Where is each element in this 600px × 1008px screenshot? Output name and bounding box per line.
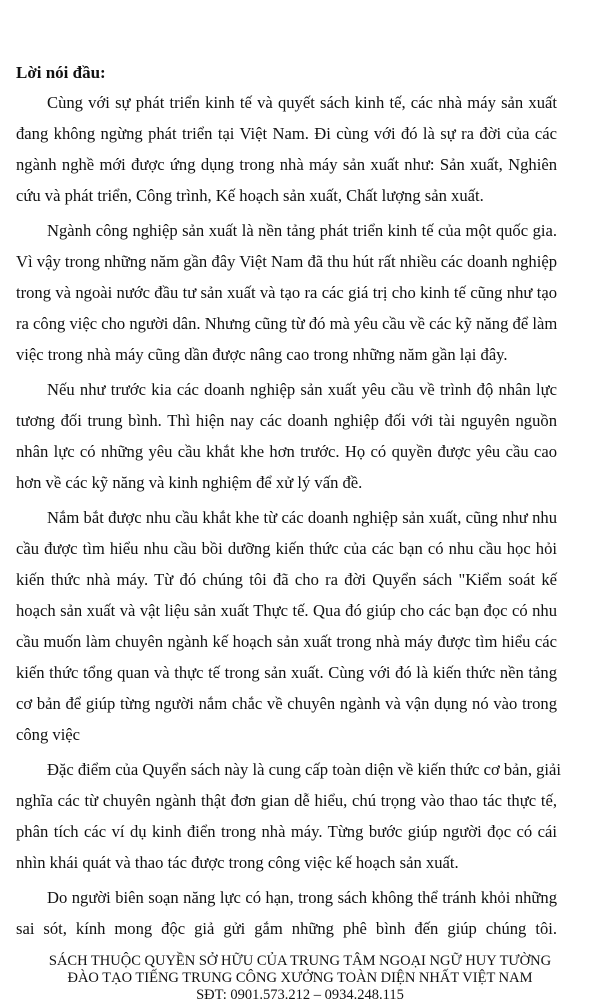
paragraph-6-line: sai sót, kính mong độc giả gửi gắm những phê bình đến giúp chúng tôi. xyxy=(16,919,557,938)
paragraph-4-line: Nắm bắt được nhu cầu khắt khe từ các doanh nghiệp sản xuất, cũng như nhu xyxy=(47,508,557,527)
paragraph-1-line: cứu và phát triển, Công trình, Kế hoạch sản xuất, Chất lượng sản xuất. xyxy=(16,186,484,205)
paragraph-3-line: nhân lực có những yêu cầu khắt khe hơn trước. Họ có quyền được yêu cầu cao xyxy=(16,442,557,461)
paragraph-2-line: Vì vậy trong những năm gần đây Việt Nam đã thu hút rất nhiều các doanh nghiệp xyxy=(16,252,557,271)
paragraph-5-line: nhìn khái quát và thao tác được trong công việc kế hoạch sản xuất. xyxy=(16,853,459,872)
paragraph-4-line: công việc xyxy=(16,725,81,744)
paragraph-2-line: việc trong nhà máy cũng dần được nâng cao trong những năm gần lại đây. xyxy=(16,345,508,364)
paragraph-1-line: Cùng với sự phát triển kinh tế và quyết sách kinh tế, các nhà máy sản xuất xyxy=(47,93,557,112)
paragraph-4-line: cơ bản để giúp từng người nắm chắc về chuyên ngành và vận dụng nó vào trong xyxy=(16,694,557,713)
paragraph-1-line: ngành nghề mới được ứng dụng trong nhà máy sản xuất như: Sản xuất, Nghiên xyxy=(16,155,557,174)
paragraph-3-line: Nếu như trước kia các doanh nghiệp sản xuất yêu cầu về trình độ nhân lực xyxy=(47,380,557,399)
paragraph-2-line: Ngành công nghiệp sản xuất là nền tảng phát triển kinh tế của một quốc gia. xyxy=(47,221,557,240)
paragraph-5-line: Đặc điểm của Quyển sách này là cung cấp toàn diện về kiến thức cơ bản, giải xyxy=(47,760,562,779)
paragraph-4-line: hoạch sản xuất và vật liệu sản xuất Thực tế. Qua đó giúp cho các bạn đọc có nhu xyxy=(16,601,557,620)
paragraph-3-line: hơn về các kỹ năng và kinh nghiệm để xử lý vấn đề. xyxy=(16,473,363,492)
paragraph-1-line: đang không ngừng phát triển tại Việt Nam. Đi cùng với đó là sự ra đời của các xyxy=(16,124,557,143)
paragraph-6-line: Do người biên soạn năng lực có hạn, trong sách không thể tránh khỏi những xyxy=(47,888,557,907)
paragraph-4-line: cầu được tìm hiểu nhu cầu bồi dưỡng kiến thức của các bạn có nhu cầu học hỏi xyxy=(16,539,557,558)
paragraph-5-line: phân tích các ví dụ kinh điển trong nhà máy. Từng bước giúp người đọc có cái xyxy=(16,822,557,841)
paragraph-4-line: cầu muốn làm chuyên ngành kế hoạch sản xuất trong nhà máy được tìm hiểu các xyxy=(16,632,557,651)
paragraph-5-line: nghĩa các từ chuyên ngành thật đơn gian dễ hiểu, chú trọng vào thao tác thực tế, xyxy=(16,791,557,810)
footer-ownership-line: SÁCH THUỘC QUYỀN SỞ HỮU CỦA TRUNG TÂM NGOẠI NGỮ HUY TƯỜNG xyxy=(48,953,552,969)
paragraph-4-line: kiến thức nhà máy. Từ đó chúng tôi đã cho ra đời Quyển sách "Kiểm soát kế xyxy=(16,570,557,589)
footer-phone: SĐT: 0901.573.212 – 0934.248.115 xyxy=(196,987,404,1003)
paragraph-2-line: trong và ngoài nước đầu tư sản xuất và tạo ra các giá trị cho kinh tế cũng như tạo xyxy=(16,283,557,302)
paragraph-3-line: tương đối trung bình. Thì hiện nay các doanh nghiệp đối với tài nguyên nguồn xyxy=(16,411,557,430)
footer-tagline: ĐÀO TẠO TIẾNG TRUNG CÔNG XƯỞNG TOÀN DIỆN NHẤT VIỆT NAM xyxy=(67,970,533,986)
paragraph-2-line: ra công việc cho người dân. Nhưng cũng từ đó mà yêu cầu về các kỹ năng để làm xyxy=(16,314,558,333)
paragraph-4-line: kiến thức tổng quan và thực tế trong sản xuất. Cùng với đó là kiến thức nền tảng xyxy=(16,663,557,682)
document-heading: Lời nói đầu: xyxy=(16,63,106,82)
